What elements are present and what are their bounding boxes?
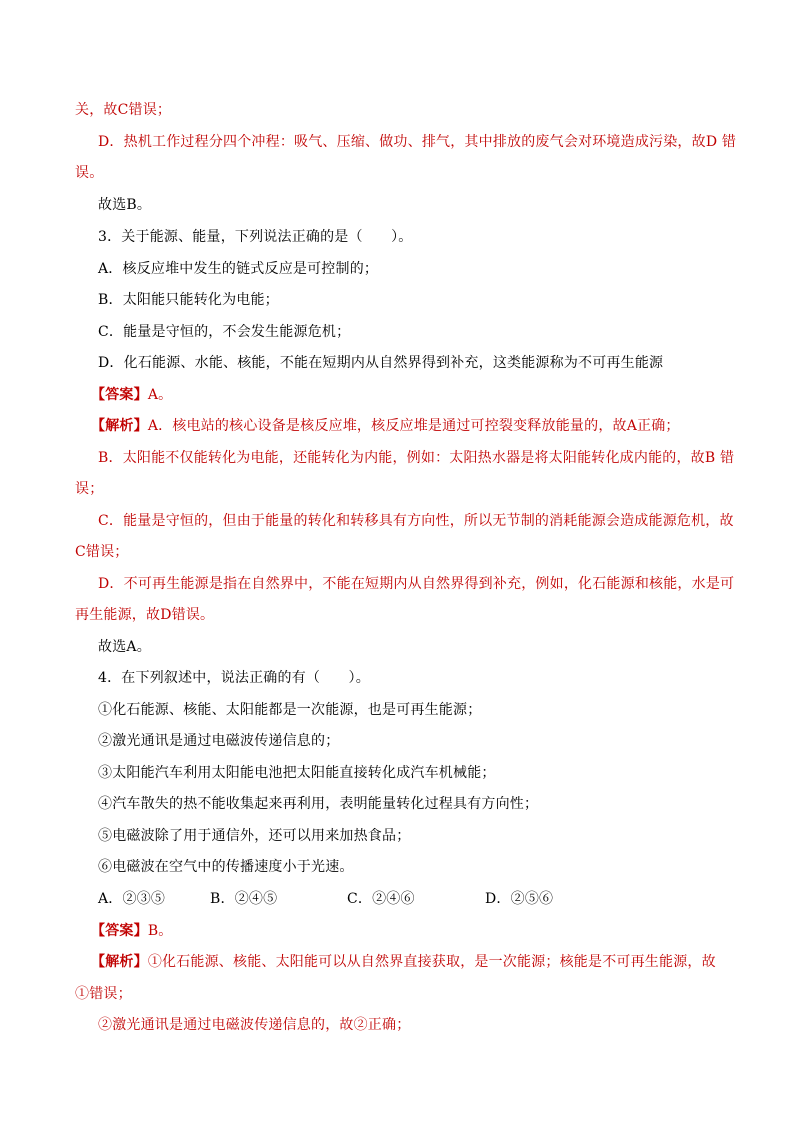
explanation-text: A．核电站的核心设备是核反应堆，核反应堆是通过可控裂变释放能量的，故A正确； — [147, 418, 680, 434]
q4-option-c: C．②④⑥ — [347, 891, 415, 907]
explanation-4 — [91, 951, 716, 973]
q3-option-b: B．太阳能只能转化为电能； — [98, 292, 279, 308]
explanation-line: 再生能源，故D错误。 — [75, 607, 215, 623]
answer-3 — [91, 384, 172, 406]
explanation-text: ①化石能源、核能、太阳能可以从自然界直接获取，是一次能源；核能是不可再生能源，故 — [147, 954, 716, 970]
explanation-tag: 【解析】 — [91, 954, 148, 970]
explanation-line: D．热机工作过程分四个冲程：吸气、压缩、做功、排气，其中排放的废气会对环境造成污染，故D 错 — [98, 134, 737, 150]
q4-statement-3: ③太阳能汽车利用太阳能电池把太阳能直接转化成汽车机械能； — [98, 765, 496, 781]
question-3: 3．关于能源、能量，下列说法正确的是（ ）。 — [98, 229, 413, 245]
question-4: 4．在下列叙述中，说法正确的有（ ）。 — [98, 670, 370, 686]
answer-4 — [91, 920, 173, 942]
select-line: 故选A。 — [98, 639, 151, 655]
explanation-line: C错误； — [75, 544, 129, 560]
q4-statement-1: ①化石能源、核能、太阳能都是一次能源，也是可再生能源； — [98, 702, 482, 718]
explanation-3 — [91, 415, 680, 437]
select-line: 故选B。 — [98, 197, 152, 213]
explanation-line: ②激光通讯是通过电磁波传递信息的，故②正确； — [98, 1017, 411, 1033]
explanation-line: ①错误； — [75, 986, 132, 1002]
explanation-line: D．不可再生能源是指在自然界中，不能在短期内从自然界得到补充，例如，化石能源和核能，水是可 — [98, 576, 735, 592]
q4-statement-4: ④汽车散失的热不能收集起来再利用，表明能量转化过程具有方向性； — [98, 796, 539, 812]
q4-statement-6: ⑥电磁波在空气中的传播速度小于光速。 — [98, 859, 354, 875]
explanation-line: 关，故C错误； — [75, 102, 172, 118]
explanation-tag: 【解析】 — [91, 418, 148, 434]
answer-value: A。 — [147, 387, 173, 403]
q4-option-d: D．②⑤⑥ — [485, 891, 554, 907]
q3-option-c: C．能量是守恒的，不会发生能源危机； — [98, 324, 351, 340]
explanation-line: B．太阳能不仅能转化为电能，还能转化为内能，例如：太阳热水器是将太阳能转化成内能的，故B 错 — [98, 450, 735, 466]
q3-option-d: D．化石能源、水能、核能，不能在短期内从自然界得到补充，这类能源称为不可再生能源 — [98, 355, 664, 371]
answer-tag: 【答案】 — [91, 923, 148, 939]
explanation-line: 误； — [75, 481, 104, 497]
q4-option-b: B．②④⑤ — [210, 891, 278, 907]
q3-option-a: A．核反应堆中发生的链式反应是可控制的； — [98, 261, 379, 277]
q4-statement-5: ⑤电磁波除了用于通信外，还可以用来加热食品； — [98, 828, 411, 844]
q4-option-a: A．②③⑤ — [98, 891, 166, 907]
explanation-line: C．能量是守恒的，但由于能量的转化和转移具有方向性，所以无节制的消耗能源会造成能源危机，故 — [98, 513, 734, 529]
answer-value: B。 — [147, 923, 173, 939]
answer-tag: 【答案】 — [91, 387, 148, 403]
q4-statement-2: ②激光通讯是通过电磁波传递信息的； — [98, 733, 340, 749]
explanation-line: 误。 — [75, 165, 104, 181]
